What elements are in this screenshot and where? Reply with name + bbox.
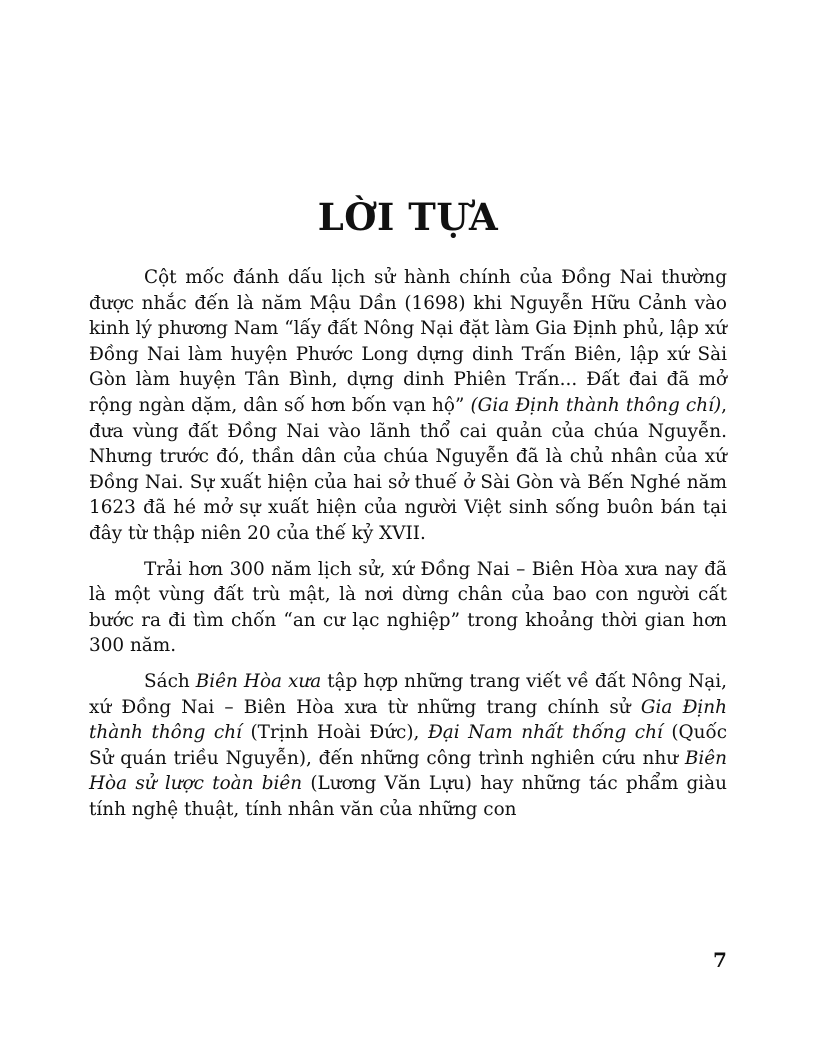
paragraph-3-segment-4: Gia Định thành thông chí xyxy=(89,696,727,744)
paragraph-1-segment-1: Cột mốc đánh dấu lịch sử hành chính của Đồng Nai thường được nhắc đến là năm Mậu Dần (1698) khi Nguyễn Hữu Cảnh vào kinh lý phương Nam “lấy đất Nông Nại đặt làm Gia Định phủ, lập xứ Đồng Nai làm huyện Phước Long dựng dinh Trấn Biên, lập xứ Sài Gòn làm huyện Tân Bình, dựng dinh Phiên Trấn... Đất đai đã mở rộng ngàn dặm, dân số hơn bốn vạn hộ” xyxy=(89,267,727,416)
preface-body xyxy=(89,265,727,822)
paragraph-1 xyxy=(89,265,727,547)
paragraph-3-segment-8: Biên Hòa sử lược toàn biên xyxy=(89,747,727,795)
paragraph-3 xyxy=(89,669,727,823)
paragraph-3-segment-5: (Trịnh Hoài Đức), xyxy=(241,722,428,744)
paragraph-3-segment-7: (Quốc Sử quán triều Nguyễn), đến những công trình nghiên cứu như xyxy=(89,722,728,769)
page-number: 7 xyxy=(713,948,727,972)
paragraph-3-segment-9: (Lương Văn Lựu) hay những tác phẩm giàu tính nghệ thuật, tính nhân văn của những con xyxy=(89,773,727,820)
paragraph-2 xyxy=(89,557,727,659)
paragraph-1-segment-3: , đưa vùng đất Đồng Nai vào lãnh thổ cai quản của chúa Nguyễn. Nhưng trước đó, thần dân của chúa Nguyễn đã là chủ nhân của xứ Đồng Nai. Sự xuất hiện của hai sở thuế ở Sài Gòn và Bến Nghé năm 1623 đã hé mở sự xuất hiện của người Việt sinh sống buôn bán tại đây từ thập niên 20 của thế kỷ XVII. xyxy=(89,394,727,544)
paragraph-2-segment-1: Trải hơn 300 năm lịch sử, xứ Đồng Nai – Biên Hòa xưa nay đã là một vùng đất trù mật, là nơi dừng chân của bao con người cất bước ra đi tìm chốn “an cư lạc nghiệp” trong khoảng thời gian hơn 300 năm. xyxy=(89,558,727,657)
page-title: LỜI TỰA xyxy=(317,194,499,239)
paragraph-3-segment-1: Sách xyxy=(144,670,196,692)
paragraph-1-segment-2: (Gia Định thành thông chí) xyxy=(470,394,722,416)
paragraph-3-segment-3: tập hợp những trang viết về đất Nông Nại, xứ Đồng Nai – Biên Hòa xưa từ những trang chính sử xyxy=(89,670,727,718)
paragraph-3-segment-6: Đại Nam nhất thống chí xyxy=(427,722,663,744)
paragraph-3-segment-2: Biên Hòa xưa xyxy=(195,670,322,692)
